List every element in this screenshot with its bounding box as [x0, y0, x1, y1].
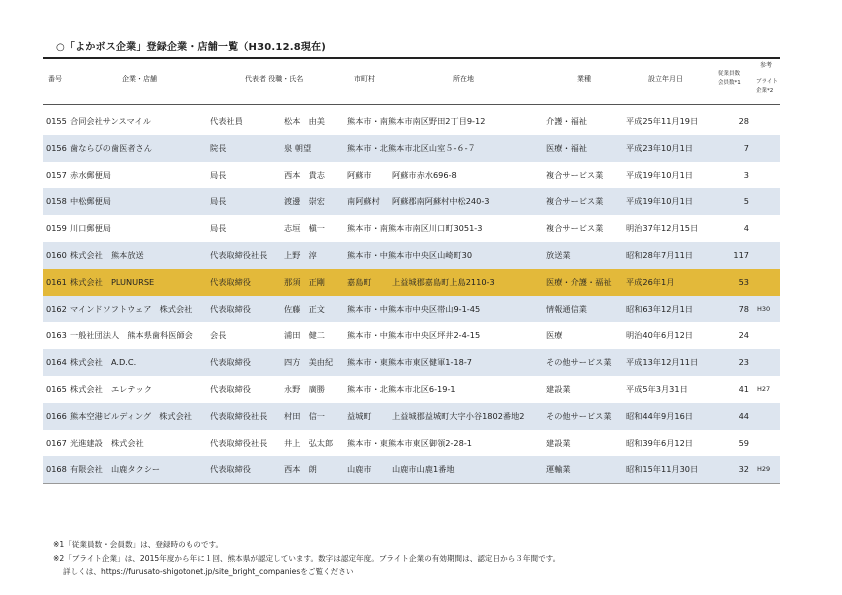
cell-date: 平成5年3月31日	[626, 383, 688, 394]
cell-emp: 28	[738, 116, 749, 126]
cell-role: 代表取締役	[210, 464, 251, 475]
cell-name: 渡邊 崇宏	[284, 196, 325, 207]
cell-num: 0159	[46, 223, 67, 234]
cell-num: 0155	[46, 116, 67, 126]
cell-date: 平成19年10月1日	[626, 196, 693, 207]
cell-name: 松本 由美	[284, 116, 325, 126]
cell-industry: 医療	[546, 330, 563, 341]
cell-date: 昭和28年7月11日	[626, 249, 693, 260]
cell-bright: H27	[757, 384, 771, 393]
table-row	[43, 296, 780, 323]
header-address: 所在地	[453, 75, 474, 83]
cell-role: 局長	[210, 223, 227, 234]
cell-num: 0156	[46, 142, 67, 153]
table-row	[43, 456, 780, 484]
cell-city: 嘉島町	[347, 276, 372, 287]
cell-city: 熊本市・南熊本市南区川口町3051-3	[347, 223, 483, 234]
footnote-1: ※1「従業員数・会員数」は、登録時のものです。	[53, 540, 224, 549]
cell-industry: 建設業	[546, 437, 571, 448]
table-row	[43, 349, 780, 376]
cell-role: 代表取締役社長	[210, 249, 268, 260]
cell-emp: 78	[738, 303, 749, 314]
table-row	[43, 135, 780, 162]
cell-company: 川口郵便局	[70, 223, 111, 234]
cell-company: 熊本空港ビルディング 株式会社	[70, 410, 192, 421]
cell-name: 井上 弘太郎	[284, 437, 334, 448]
cell-address: 上益城郡嘉島町上島2110-3	[392, 276, 495, 287]
cell-industry: その他サービス業	[546, 410, 612, 421]
cell-industry: 放送業	[546, 249, 571, 260]
cell-name: 永野 廣勝	[284, 383, 325, 394]
cell-industry: 医療・介護・福祉	[546, 276, 612, 287]
cell-city: 阿蘇市	[347, 169, 372, 180]
cell-city: 熊本市・東熊本市東区健軍1-18-7	[347, 357, 472, 368]
cell-company: 株式会社 熊本放送	[70, 249, 144, 260]
cell-date: 昭和39年6月12日	[626, 437, 693, 448]
cell-role: 代表取締役	[210, 276, 251, 287]
cell-date: 昭和15年11月30日	[626, 464, 699, 475]
title-rule	[43, 57, 780, 59]
cell-date: 平成13年12月11日	[626, 357, 699, 368]
cell-num: 0163	[46, 330, 67, 341]
cell-emp: 44	[738, 410, 749, 421]
cell-date: 平成19年10月1日	[626, 169, 693, 180]
cell-num: 0162	[46, 303, 67, 314]
cell-address: 阿蘇市赤水696-8	[392, 169, 457, 180]
cell-date: 昭和44年9月16日	[626, 410, 693, 421]
cell-emp: 3	[743, 169, 749, 180]
cell-company: 歯ならびの歯医者さん	[70, 142, 152, 153]
cell-num: 0157	[46, 169, 67, 180]
cell-role: 局長	[210, 169, 227, 180]
cell-industry: 介護・福祉	[546, 116, 587, 126]
cell-name: 上野 淳	[284, 249, 317, 260]
cell-city: 熊本市・北熊本市北区6-19-1	[347, 383, 456, 394]
cell-name: 西本 貴志	[284, 169, 325, 180]
cell-company: 光進建設 株式会社	[70, 437, 144, 448]
cell-company: 合同会社サンスマイル	[70, 116, 151, 126]
table-row	[43, 242, 780, 269]
cell-num: 0167	[46, 437, 67, 448]
cell-num: 0168	[46, 464, 67, 475]
cell-address: 上益城郡益城町大字小谷1802番地2	[392, 410, 525, 421]
cell-role: 会長	[210, 330, 227, 341]
table-row	[43, 403, 780, 430]
cell-company: 株式会社 A.D.C.	[70, 357, 137, 368]
cell-industry: 複合サービス業	[546, 169, 604, 180]
cell-name: 泉 朝望	[284, 142, 312, 153]
header-rule	[43, 104, 780, 105]
header-rep: 代表者 役職・氏名	[245, 75, 304, 83]
cell-emp: 7	[743, 142, 749, 153]
cell-emp: 24	[738, 330, 749, 341]
cell-num: 0165	[46, 383, 67, 394]
cell-industry: 建設業	[546, 383, 571, 394]
table-row	[43, 188, 780, 215]
cell-emp: 23	[738, 357, 749, 368]
cell-role: 代表取締役社長	[210, 410, 268, 421]
cell-city: 熊本市・中熊本市中央区坪井2-4-15	[347, 330, 481, 341]
footnote-3: 詳しくは、https://furusato-shigotonet.jp/site_bright_companiesをご覧ください	[63, 567, 354, 576]
header-employees: 従業員数 会員数*1	[718, 71, 741, 86]
header-city: 市町村	[354, 75, 375, 83]
cell-num: 0161	[46, 276, 67, 287]
cell-company: 一般社団法人 熊本県歯科医師会	[70, 330, 193, 341]
cell-name: 志垣 槇一	[284, 223, 325, 234]
header-num: 番号	[48, 75, 62, 83]
cell-address: 山鹿市山鹿1番地	[392, 464, 455, 475]
table-row	[43, 108, 780, 135]
cell-name: 西本 朗	[284, 464, 317, 475]
cell-role: 代表社員	[210, 116, 243, 126]
cell-company: マインドソフトウェア 株式会社	[70, 303, 193, 314]
cell-city: 熊本市・中熊本市中央区帯山9-1-45	[347, 303, 481, 314]
cell-city: 熊本市・東熊本市東区御領2-28-1	[347, 437, 472, 448]
company-table	[43, 108, 780, 484]
cell-role: 代表取締役	[210, 303, 251, 314]
cell-name: 浦田 健二	[284, 330, 325, 341]
table-row	[43, 269, 780, 296]
footnotes	[53, 538, 560, 579]
footnote-2: ※2「ブライト企業」は、2015年度から年に１回、熊本県が認定しています。数字は認定年度。ブライト企業の有効期間は、認定日から３年間です。	[53, 553, 561, 563]
cell-company: 株式会社 PLUNURSE	[70, 276, 155, 287]
cell-num: 0166	[46, 410, 67, 421]
cell-name: 村田 信一	[284, 410, 325, 421]
cell-name: 那須 正剛	[284, 276, 325, 287]
cell-emp: 32	[738, 464, 749, 475]
cell-role: 院長	[210, 142, 227, 153]
cell-industry: 複合サービス業	[546, 223, 604, 234]
cell-date: 明治40年6月12日	[626, 330, 693, 341]
cell-name: 佐藤 正文	[284, 303, 325, 314]
cell-emp: 5	[743, 196, 749, 207]
cell-emp: 117	[733, 249, 749, 260]
cell-num: 0158	[46, 196, 67, 207]
cell-bright: H29	[757, 465, 771, 474]
page-title: ○「よかボス企業」登録企業・店舗一覧（H30.12.8現在)	[56, 42, 327, 53]
cell-role: 代表取締役	[210, 383, 251, 394]
header-sanko: 参考	[760, 62, 773, 69]
cell-city: 益城町	[347, 410, 372, 421]
cell-city: 南阿蘇村	[347, 196, 380, 207]
cell-bright: H30	[757, 304, 771, 313]
cell-industry: 医療・福祉	[546, 142, 587, 153]
cell-role: 代表取締役	[210, 357, 251, 368]
cell-role: 局長	[210, 196, 227, 207]
header-company: 企業・店舗	[122, 75, 157, 83]
cell-date: 平成26年1月	[626, 276, 675, 287]
cell-emp: 59	[738, 437, 749, 448]
cell-city: 熊本市・南熊本市南区野田2丁目9-12	[347, 116, 486, 126]
cell-num: 0160	[46, 249, 67, 260]
header-bright: ブライト 企業*2	[756, 79, 778, 94]
cell-num: 0164	[46, 357, 67, 368]
cell-city: 熊本市・北熊本市北区山室５-６-７	[347, 142, 476, 153]
table-row	[43, 430, 780, 457]
cell-emp: 41	[738, 383, 749, 394]
header-founded: 設立年月日	[648, 75, 683, 83]
header-industry: 業種	[577, 75, 591, 83]
cell-industry: 複合サービス業	[546, 196, 604, 207]
cell-industry: 情報通信業	[546, 303, 587, 314]
table-row	[43, 162, 780, 189]
table-row	[43, 322, 780, 349]
cell-company: 有限会社 山鹿タクシー	[70, 464, 161, 475]
cell-city: 熊本市・中熊本市中央区山崎町30	[347, 249, 473, 260]
cell-industry: 運輸業	[546, 464, 571, 475]
cell-date: 明治37年12月15日	[626, 223, 699, 234]
cell-date: 昭和63年12月1日	[626, 303, 693, 314]
cell-emp: 53	[738, 276, 749, 287]
table-row	[43, 215, 780, 242]
cell-emp: 4	[743, 223, 749, 234]
cell-date: 平成25年11月19日	[626, 116, 699, 126]
cell-city: 山鹿市	[347, 464, 372, 475]
table-row	[43, 376, 780, 403]
cell-industry: その他サービス業	[546, 357, 612, 368]
cell-address: 阿蘇郡南阿蘇村中松240-3	[392, 196, 490, 207]
cell-company: 株式会社 エレテック	[70, 383, 152, 394]
cell-company: 中松郵便局	[70, 196, 111, 207]
cell-company: 赤水郵便局	[70, 169, 111, 180]
cell-name: 四方 美由紀	[284, 357, 334, 368]
cell-date: 平成23年10月1日	[626, 142, 693, 153]
cell-role: 代表取締役社長	[210, 437, 268, 448]
